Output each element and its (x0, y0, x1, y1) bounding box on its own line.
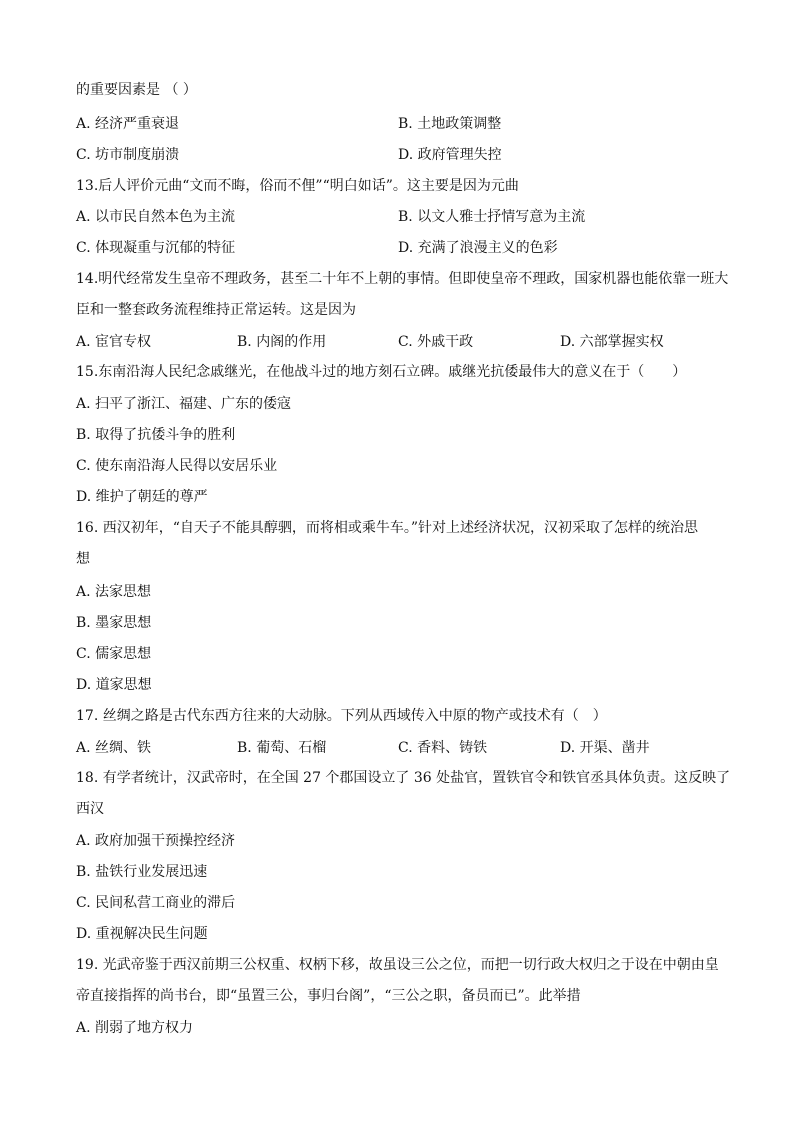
q15-option-d: D. 维护了朝廷的尊严 (76, 489, 208, 505)
q12-option-a: A. 经济严重衰退 (76, 116, 180, 132)
question-16-stem-line2: 想 (76, 551, 90, 567)
q17-option-c: C. 香料、铸铁 (398, 740, 488, 756)
question-16-stem-line1: 16. 西汉初年，“自天子不能具醇驷，而将相或乘牛车。”针对上述经济状况，汉初采取了怎样的统治思 (76, 520, 699, 536)
q12-option-d: D. 政府管理失控 (398, 147, 502, 163)
q16-option-a: A. 法家思想 (76, 584, 152, 600)
q13-option-b: B. 以文人雅士抒情写意为主流 (398, 209, 586, 225)
q15-option-a: A. 扫平了浙江、福建、广东的倭寇 (76, 396, 292, 412)
q19-option-a: A. 削弱了地方权力 (76, 1020, 194, 1036)
q16-option-d: D. 道家思想 (76, 677, 152, 693)
question-18-stem-line1: 18. 有学者统计，汉武帝时，在全国 27 个郡国设立了 36 处盐官，置铁官令和铁官丞具体负责。这反映了 (76, 770, 731, 786)
question-17-stem: 17. 丝绸之路是古代东西方往来的大动脉。下列从西域传入中原的物产或技术有（ ） (76, 708, 607, 724)
q18-option-a: A. 政府加强干预操控经济 (76, 833, 236, 849)
question-12-stem-tail: 的重要因素是 （ ） (76, 82, 197, 98)
q17-option-d: D. 开渠、凿井 (560, 740, 650, 756)
q16-option-c: C. 儒家思想 (76, 646, 152, 662)
question-13-stem: 13.后人评价元曲“文而不晦，俗而不俚”“明白如话”。这主要是因为元曲 (76, 178, 519, 194)
q13-option-d: D. 充满了浪漫主义的色彩 (398, 240, 558, 256)
q17-option-a: A. 丝绸、铁 (76, 740, 152, 756)
q12-option-b: B. 土地政策调整 (398, 116, 502, 132)
question-14-stem-line1: 14.明代经常发生皇帝不理政务，甚至二十年不上朝的事情。但即使皇帝不理政，国家机器也能依靠一班大 (76, 271, 729, 287)
question-15-stem: 15.东南沿海人民纪念戚继光，在他战斗过的地方刻石立碑。戚继光抗倭最伟大的意义在于（ ） (76, 364, 687, 380)
q13-option-a: A. 以市民自然本色为主流 (76, 209, 236, 225)
q14-option-b: B. 内阁的作用 (237, 334, 327, 350)
question-19-stem-line1: 19. 光武帝鉴于西汉前期三公权重、权柄下移，故虽设三公之位，而把一切行政大权归之于设在中朝由皇 (76, 957, 719, 973)
q18-option-c: C. 民间私营工商业的滞后 (76, 895, 236, 911)
q18-option-d: D. 重视解决民生问题 (76, 926, 208, 942)
q17-option-b: B. 葡萄、石榴 (237, 740, 327, 756)
q14-option-a: A. 宦官专权 (76, 334, 152, 350)
q13-option-c: C. 体现凝重与沉郁的特征 (76, 240, 236, 256)
question-18-stem-line2: 西汉 (76, 801, 104, 817)
q12-option-c: C. 坊市制度崩溃 (76, 147, 180, 163)
q14-option-d: D. 六部掌握实权 (560, 334, 664, 350)
q15-option-c: C. 使东南沿海人民得以安居乐业 (76, 458, 278, 474)
q15-option-b: B. 取得了抗倭斗争的胜利 (76, 427, 236, 443)
question-14-stem-line2: 臣和一整套政务流程维持正常运转。这是因为 (76, 302, 356, 318)
q16-option-b: B. 墨家思想 (76, 615, 152, 631)
q14-option-c: C. 外戚干政 (398, 334, 474, 350)
question-19-stem-line2: 帝直接指挥的尚书台，即“虽置三公，事归台阁”，“三公之职，备员而已”。此举措 (76, 988, 581, 1004)
q18-option-b: B. 盐铁行业发展迅速 (76, 864, 208, 880)
